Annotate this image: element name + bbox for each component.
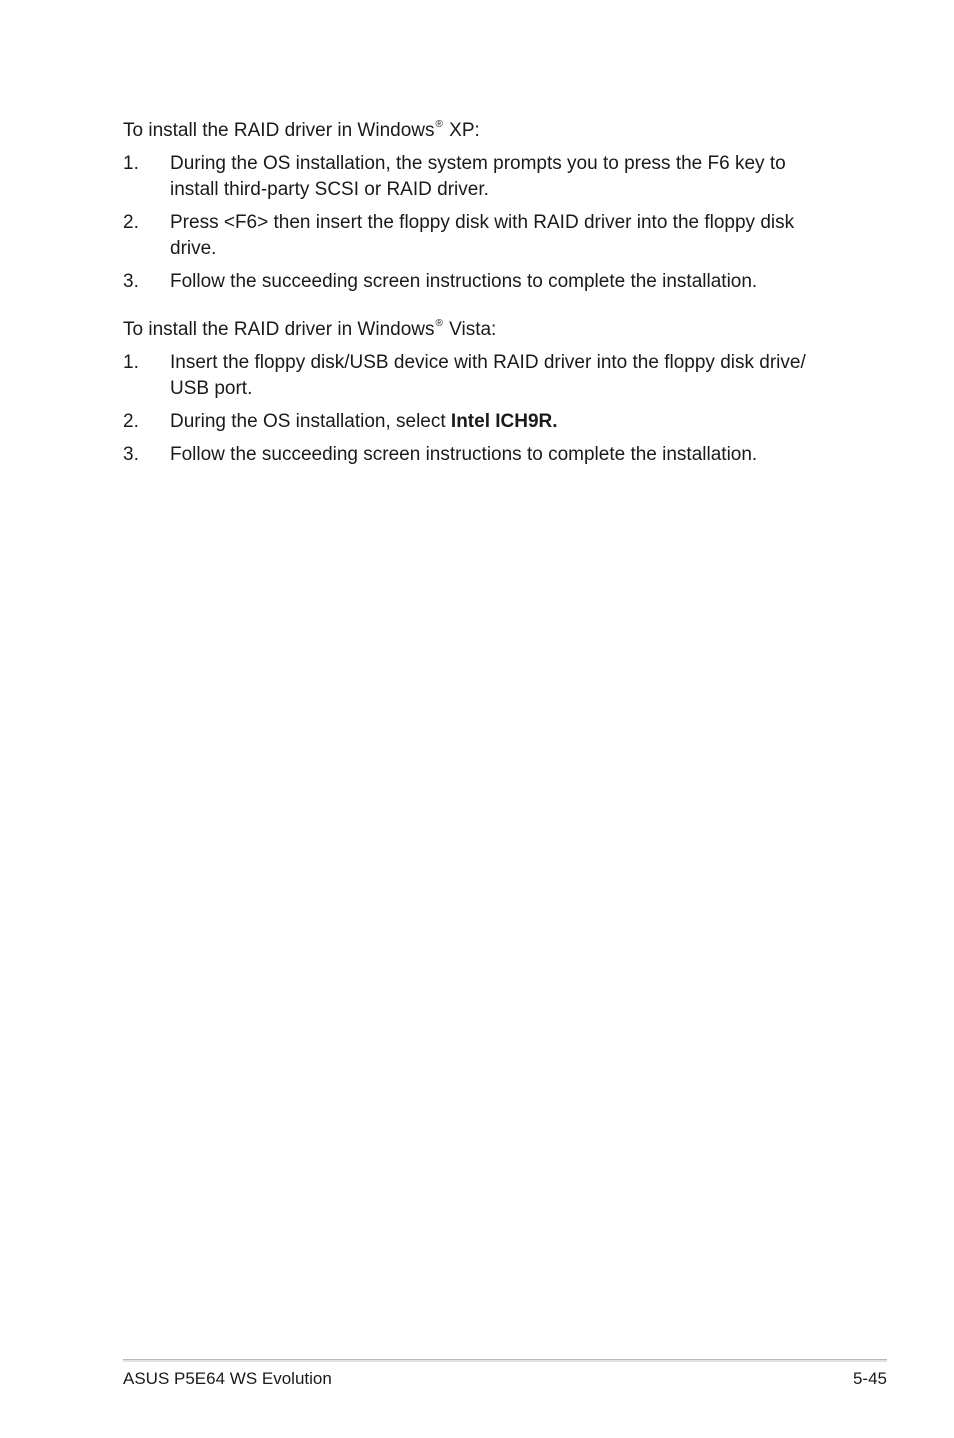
footer-divider (123, 1359, 887, 1362)
step-item (123, 210, 833, 262)
step-text-bold: Intel ICH9R. (450, 411, 558, 432)
step-text-plain: Insert the floppy disk/USB device with RAID driver into the floppy disk drive/ USB port. (170, 352, 806, 399)
step-number: 3. (123, 444, 139, 465)
step-text (170, 210, 833, 262)
step-item (123, 269, 833, 295)
page-footer (123, 1368, 887, 1390)
step-item (123, 350, 833, 402)
step-item (123, 442, 833, 468)
step-text-plain: Follow the succeeding screen instructions to complete the installation. (170, 444, 758, 465)
step-text (170, 442, 833, 468)
step-number: 1. (123, 352, 139, 373)
intro-os-name: Vista: (443, 319, 497, 340)
intro-os-name: XP: (443, 120, 480, 141)
intro-text: To install the RAID driver in Windows (123, 319, 435, 340)
steps-list-vista (123, 350, 833, 468)
manual-content (123, 118, 833, 475)
step-text (170, 350, 833, 402)
registered-mark: ® (435, 119, 443, 130)
step-number: 2. (123, 411, 139, 432)
step-text (170, 151, 833, 203)
step-text (170, 409, 833, 435)
intro-text: To install the RAID driver in Windows (123, 120, 435, 141)
step-text-plain: Press <F6> then insert the floppy disk with RAID driver into the floppy disk drive. (170, 212, 795, 259)
section-spacer (123, 302, 833, 317)
step-number: 3. (123, 271, 139, 292)
section-intro-xp (123, 118, 833, 144)
step-text (170, 269, 833, 295)
step-text-plain: Follow the succeeding screen instructions to complete the installation. (170, 271, 758, 292)
step-number: 1. (123, 153, 139, 174)
step-item (123, 151, 833, 203)
section-intro-vista (123, 317, 833, 343)
registered-mark: ® (435, 318, 443, 329)
footer-page-number: 5-45 (852, 1369, 887, 1388)
step-item (123, 409, 833, 435)
step-text-plain: During the OS installation, select (170, 411, 451, 432)
step-number: 2. (123, 212, 139, 233)
step-text-plain: During the OS installation, the system prompts you to press the F6 key to install third-party SCSI or RAID driver. (170, 153, 786, 200)
steps-list-xp (123, 151, 833, 295)
footer-product-name: ASUS P5E64 WS Evolution (123, 1369, 332, 1388)
